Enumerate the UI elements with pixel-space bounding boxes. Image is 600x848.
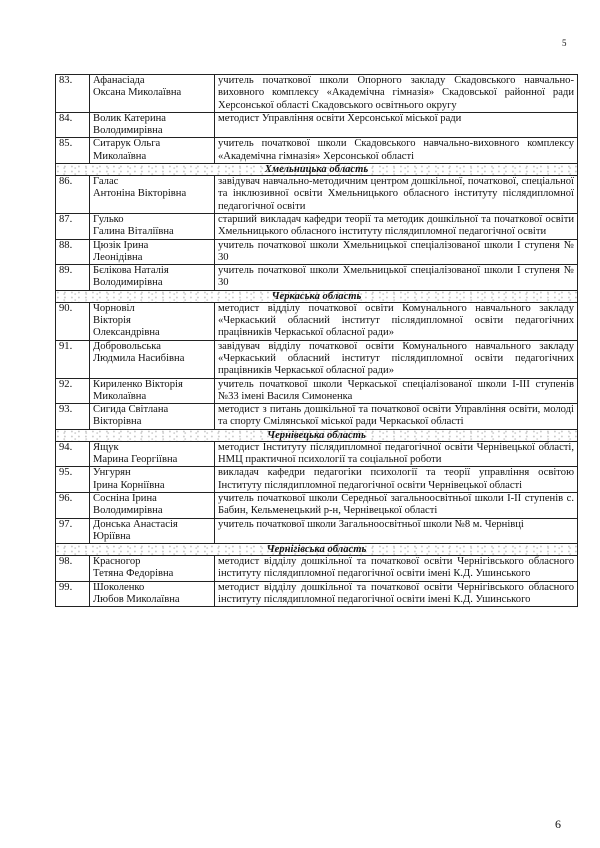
person-name-line: Володимирівна xyxy=(93,277,163,289)
participants-table-body xyxy=(56,75,578,607)
person-name-cell xyxy=(90,213,215,239)
table-row xyxy=(56,213,578,239)
table-row xyxy=(56,378,578,404)
position-cell: завідувач відділу початкової освіти Комунального навчального закладу «Черкаський обласний інститут післядипломної освіти педагогічних працівників Черкаської обласної ради» xyxy=(215,340,578,378)
region-name: Чернівецька область xyxy=(56,429,578,441)
row-number: 99. xyxy=(56,581,90,607)
person-name-line: Вікторівна xyxy=(93,416,142,428)
row-number: 93. xyxy=(56,404,90,430)
person-name-cell xyxy=(90,518,215,544)
person-name-cell xyxy=(90,467,215,493)
person-name-line: Ірина Корніївна xyxy=(93,479,165,491)
position-cell: методист Управління освіти Херсонської міської ради xyxy=(215,112,578,138)
row-number: 97. xyxy=(56,518,90,544)
position-cell: викладач кафедри педагогіки психології та теорії управління освітою Інституту післядипломної педагогічної освіти Чернівецької області xyxy=(215,467,578,493)
table-row xyxy=(56,265,578,291)
person-name-line: Сосніна Ірина xyxy=(93,492,157,504)
region-header-row xyxy=(56,164,578,176)
person-name-line: Володимирівна xyxy=(93,505,163,517)
person-name-cell xyxy=(90,340,215,378)
table-row xyxy=(56,556,578,582)
person-name-line: Людмила Насибівна xyxy=(93,352,185,364)
person-name-line: Юріївна xyxy=(93,530,131,542)
table-row xyxy=(56,112,578,138)
position-cell: учитель початкової школи Середньої загальноосвітньої школи І-ІІ ступенів с. Бабин, Кельменецький р-н, Чернівецької області xyxy=(215,492,578,518)
person-name-line: Володимирівна xyxy=(93,125,163,137)
person-name-cell xyxy=(90,138,215,164)
person-name-line: Олександрівна xyxy=(93,327,160,339)
page-number: 6 xyxy=(555,817,561,831)
person-name-line: Цюзік Ірина xyxy=(93,239,149,251)
page-corner-mark: 5 xyxy=(562,38,567,48)
row-number: 95. xyxy=(56,467,90,493)
table-row xyxy=(56,467,578,493)
person-name-cell xyxy=(90,556,215,582)
person-name-line: Любов Миколаївна xyxy=(93,593,180,605)
person-name-line: Гулько xyxy=(93,213,124,225)
table-row xyxy=(56,75,578,113)
position-cell: старший викладач кафедри теорії та методик дошкільної та початкової освіти Хмельницького обласного інституту післядипломної педагогічної освіти xyxy=(215,213,578,239)
position-cell: методист відділу початкової освіти Комунального навчального закладу «Черкаський обласний інститут післядипломної освіти педагогічних працівників Черкаської обласної ради» xyxy=(215,302,578,340)
person-name-cell xyxy=(90,441,215,467)
person-name-cell xyxy=(90,75,215,113)
person-name-line: Волик Катерина xyxy=(93,112,166,124)
position-cell: завідувач навчально-методичним центром дошкільної, початкової, спеціальної та інклюзивної освіти Хмельницького обласного інституту післядипломної педагогічної освіти xyxy=(215,176,578,214)
region-name: Хмельницька область xyxy=(56,164,578,176)
row-number: 91. xyxy=(56,340,90,378)
row-number: 85. xyxy=(56,138,90,164)
person-name-line: Афанасіада xyxy=(93,75,145,86)
person-name-line: Сигида Світлана xyxy=(93,404,169,416)
person-name-line: Кириленко Вікторія xyxy=(93,378,183,390)
person-name-line: Галина Віталіївна xyxy=(93,226,174,238)
person-name-line: Миколаївна xyxy=(93,150,147,162)
person-name-line: Донська Анастасія xyxy=(93,518,178,530)
person-name-line: Леонідівна xyxy=(93,251,143,263)
position-cell: учитель початкової школи Загальноосвітньої школи №8 м. Чернівці xyxy=(215,518,578,544)
table-row xyxy=(56,492,578,518)
row-number: 84. xyxy=(56,112,90,138)
row-number: 88. xyxy=(56,239,90,265)
table-row xyxy=(56,138,578,164)
person-name-cell xyxy=(90,176,215,214)
person-name-cell xyxy=(90,265,215,291)
region-header-row xyxy=(56,544,578,556)
position-cell: методист з питань дошкільної та початкової освіти Управління освіти, молоді та спорту Смілянської міської ради Черкаської області xyxy=(215,404,578,430)
person-name-line: Бєлікова Наталія xyxy=(93,265,169,277)
person-name-line: Красногор xyxy=(93,556,141,568)
position-cell: методист відділу дошкільної та початкової освіти Чернігівського обласного інституту післядипломної педагогічної освіти імені К.Д. Ушинського xyxy=(215,556,578,582)
table-row xyxy=(56,404,578,430)
person-name-line: Чорновіл xyxy=(93,302,135,314)
position-cell: учитель початкової школи Опорного закладу Скадовського навчально-виховного комплексу «Академічна гімназія» Скадовської районної ради Херсонської області Скадовського освітнього округу xyxy=(215,75,578,113)
row-number: 96. xyxy=(56,492,90,518)
person-name-line: Ящук xyxy=(93,441,119,453)
table-row xyxy=(56,581,578,607)
row-number: 94. xyxy=(56,441,90,467)
person-name-cell xyxy=(90,492,215,518)
row-number: 90. xyxy=(56,302,90,340)
position-cell: учитель початкової школи Скадовського навчально-виховного комплексу «Академічна гімназія» Херсонської області xyxy=(215,138,578,164)
table-row xyxy=(56,302,578,340)
table-row xyxy=(56,441,578,467)
person-name-line: Ситарук Ольга xyxy=(93,138,161,150)
row-number: 87. xyxy=(56,213,90,239)
person-name-line: Добровольська xyxy=(93,340,161,352)
row-number: 89. xyxy=(56,265,90,291)
table-row xyxy=(56,518,578,544)
position-cell: учитель початкової школи Хмельницької спеціалізованої школи І ступеня № 30 xyxy=(215,265,578,291)
person-name-line: Унгурян xyxy=(93,467,131,479)
person-name-line: Антоніна Вікторівна xyxy=(93,188,187,200)
region-name: Чернігівська область xyxy=(56,544,578,556)
table-row xyxy=(56,176,578,214)
person-name-line: Тетяна Федорівна xyxy=(93,568,174,580)
person-name-cell xyxy=(90,581,215,607)
region-header-row xyxy=(56,429,578,441)
person-name-line: Оксана Миколаївна xyxy=(93,87,182,99)
person-name-line: Вікторія xyxy=(93,315,131,327)
person-name-line: Шоколенко xyxy=(93,581,145,593)
person-name-cell xyxy=(90,378,215,404)
position-cell: методист відділу дошкільної та початкової освіти Чернігівського обласного інституту післядипломної педагогічної освіти імені К.Д. Ушинського xyxy=(215,581,578,607)
person-name-cell xyxy=(90,112,215,138)
row-number: 86. xyxy=(56,176,90,214)
position-cell: учитель початкової школи Хмельницької спеціалізованої школи І ступеня № 30 xyxy=(215,239,578,265)
position-cell: методист Інституту післядипломної педагогічної освіти Чернівецької області, НМЦ практичної психології та соціальної роботи xyxy=(215,441,578,467)
region-name: Черкаська область xyxy=(56,290,578,302)
row-number: 92. xyxy=(56,378,90,404)
person-name-line: Миколаївна xyxy=(93,390,147,402)
table-row xyxy=(56,239,578,265)
position-cell: учитель початкової школи Черкаської спеціалізованої школи І-ІІІ ступенів №33 імені Василя Симоненка xyxy=(215,378,578,404)
person-name-cell xyxy=(90,302,215,340)
person-name-line: Галас xyxy=(93,176,119,188)
person-name-cell xyxy=(90,404,215,430)
participants-table xyxy=(55,74,578,607)
table-row xyxy=(56,340,578,378)
region-header-row xyxy=(56,290,578,302)
person-name-cell xyxy=(90,239,215,265)
row-number: 98. xyxy=(56,556,90,582)
person-name-line: Марина Георгіївна xyxy=(93,454,178,466)
row-number: 83. xyxy=(56,75,90,113)
